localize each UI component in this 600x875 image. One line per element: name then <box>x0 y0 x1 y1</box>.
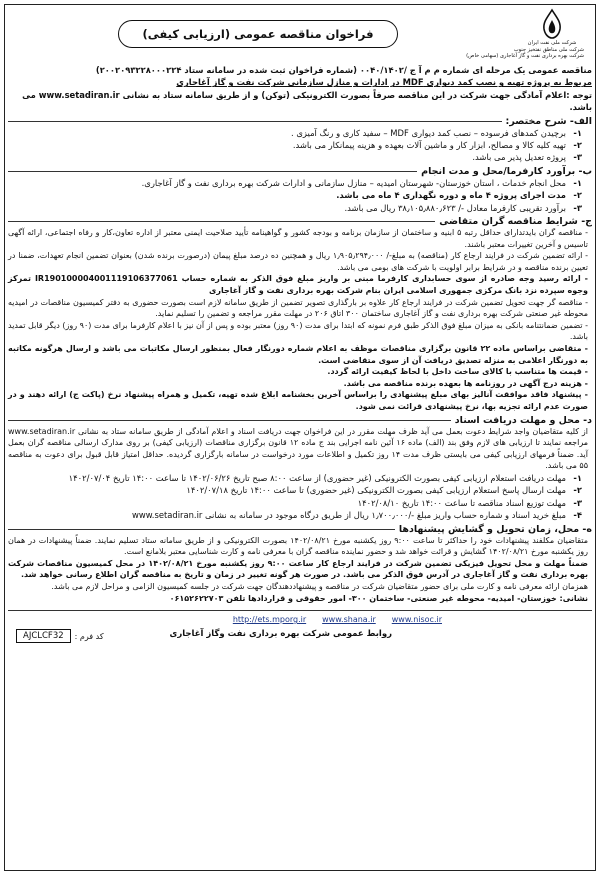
condition-paragraph: - ارائه تضمین شرکت در فرایند ارجاع کار (مناقصه) به مبلغ-/ ۱٫۹۰۵٫۲۹۴٫۰۰۰ ریال و همچنین ده درصد مبلغ پیمان (درصورت برنده شدن) بعنوان تضمین انجام تعهدات، ضمنا در تعیین برنده مناقصه و در شرایط برابر اولویت با شرکت های بومی می باشد. <box>8 251 589 272</box>
logo-line: شرکت ملی نفت ایران <box>527 40 577 46</box>
public-relations-signature: روابط عمومی شرکت بهره برداری نفت وگاز آغاجاری <box>169 629 392 640</box>
nioc-logo <box>466 8 584 60</box>
footer-websites <box>233 615 442 624</box>
list-item <box>8 151 592 163</box>
address-line: نشانی: خوزستان- امیدیه- محوطه غیر صنعتی- ساختمان ۳۰۰- امور حقوقی و قراردادها تلفن ۰۶۱۵۲۶۲۲۷۰۳ <box>169 593 588 603</box>
item-text: محل انجام خدمات ، استان خوزستان- شهرستان امیدیه – منازل سازمانی و ادارات شرکت بهره برداری نفت و گاز آغاجاری. <box>141 177 566 188</box>
section-e-header <box>8 524 592 535</box>
item-text: مبلغ خرید اسناد و شماره حساب واریز مبلغ -/۱٫۷۰۰٫۰۰۰ ریال از طریق درگاه موجود در سامانه به نشانی www.setadiran.ir <box>132 510 566 521</box>
submission-paragraph: متقاضیان مکلفند پیشنهادات خود را حداکثر تا ساعت ۹:۰۰ روز یکشنبه مورخ ۱۴۰۲/۰۸/۲۱ بصورت الکترونیکی و از طریق سامانه ستاد تسلیم نمایند. ضمناً پیشنهادات در همان روز یکشنبه مورخ ۱۴۰۲/۰۸/۲۱ گشایش و قرائت خواهد شد و حضور نماینده مناقصه گران با معرفی نامه و کارت شناسایی معتبر بلامانع است. <box>8 535 588 557</box>
condition-paragraph: - تضمین ضمانتنامه بانکی به میزان مبلغ فوق الذکر طبق فرم نمونه که ابتدا برای مدت (۹۰ روز) معتبر بوده و پس از آن نیز با اعلام کارفرما برای مدت (۹۰ روز) دیگر قابل تمدید باشد. <box>8 320 588 342</box>
list-item <box>8 177 592 189</box>
condition-paragraph: - پیشنهاد فاقد موافقت آنالیز بهای مبلغ پیشنهادی را براساس آخرین بخشنامه ابلاغ شده تهیه، تکمیل و همراه پیشنهاد نرخ (پاکت ج) ارائه دهند و در صورت عدم ارائه تجزیه بها، نرخ پیشنهادی قرائت نمی شود. <box>8 390 588 411</box>
header <box>8 6 592 64</box>
section-rule <box>8 221 435 222</box>
notice-line: توجه :اعلام آمادگی جهت شرکت در این مناقصه صرفاً بصورت الکترونیکی (توکن) و از طریق سامانه ستاد به نشانی www.setadiran.ir می باشد. <box>22 89 592 113</box>
item-number: ۱- <box>573 177 582 188</box>
form-code-value: AJCLCF32 <box>16 629 71 643</box>
item-text: مهلت دریافت استعلام ارزیابی کیفی بصورت الکترونیکی (غیر حضوری) از ساعت ۸:۰۰ صبح تاریخ ۱۴۰۲/۰۶/۲۶ تا ساعت ۱۴:۰۰ تاریخ ۱۴۰۲/۰۷/۰۴ <box>68 472 566 483</box>
footer-divider <box>8 610 592 611</box>
section-e-title: ه- محل، زمان تحویل و گشایش پیشنهادها <box>398 523 592 535</box>
section-rule <box>8 171 417 172</box>
item-number: ۲- <box>573 190 582 201</box>
flame-emblem-icon <box>535 8 569 40</box>
condition-paragraph: - مناقصه گر جهت تحویل تضمین شرکت در فرایند ارجاع کار علاوه بر بارگذاری تصویر تضمین از طریق سامانه لازم است بصورت حضوری به دفتر کمیسیون مناقصات در امیدیه محوطه غیر صنعتی شرکت بهره برداری نفت و گاز آغاجاری ساختمان ۳۰۰ اتاق ۲۰۶ در مهلت مقرر مراجعه و تضمین را تسلیم نماید. <box>8 297 588 319</box>
list-item <box>8 497 592 509</box>
list-item <box>8 202 592 214</box>
item-number: ۱- <box>573 472 582 483</box>
website-link-mporg[interactable]: http://ets.mporg.ir <box>232 615 307 625</box>
item-number: ۳- <box>573 497 582 508</box>
footer <box>8 615 592 655</box>
item-text: مدت اجرای پروژه ۴ ماه و دوره نگهداری ۴ ماه می باشد. <box>336 190 566 201</box>
logo-line: شرکت ملی مناطق نفتخیز جنوب <box>513 46 584 53</box>
section-rule <box>8 121 502 122</box>
item-number: ۲- <box>573 485 582 496</box>
item-text: برآورد تقریبی کارفرما معادل -/ ۳۸٫۱۰۵٫۸۸۰٫۶۲۳ ریال می باشد. <box>344 202 566 213</box>
submission-paragraph: ضمناً مهلت و محل تحویل فیزیکی تضمین شرکت در فرایند ارجاع کار ساعت ۹:۰۰ روز یکشنبه مورخ ۱۴۰۲/۰۸/۲۱ در محل کمیسیون مناقصات شرکت بهره برداری نفت و گاز آغاجاری در آدرس فوق الذکر می باشد. در صورت هر گونه تغییر در زمان و تاریخ به مناقصه گران اطلاع رسانی خواهد شد. <box>8 558 589 580</box>
form-code <box>16 629 104 643</box>
item-text: پروژه تعدیل پذیر می باشد. <box>472 152 566 163</box>
section-rule <box>8 420 451 421</box>
section-b-title: ب- برآورد کارفرما/محل و مدت انجام <box>421 165 592 177</box>
section-d-title: د- محل و مهلت دریافت اسناد <box>454 414 592 426</box>
item-text: مهلت توزیع اسناد مناقصه تا ساعت ۱۴:۰۰ تاریخ ۱۴۰۲/۰۸/۱۰ <box>357 497 566 508</box>
section-c-header <box>8 216 592 227</box>
section-c-title: ج- شرایط مناقصه گران متقاضی <box>439 216 592 228</box>
documents-intro-paragraph: از کلیه متقاضیان واجد شرایط دعوت بعمل می آید ظرف مهلت مقرر در این فراخوان جهت دریافت اسناد و اعلام آمادگی از طریق سامانه ستاد به نشانی www.setadiran.ir مراجعه نمایند تا ارزیابی های لازم وفق بند (الف) ماده ۱۶ آئین نامه اجرایی بند ج ماده ۱۲ قانون برگزاری مناقصات (ارزیابی کیفی) بر روی مدارک ارسالی مناقصه گران بعمل آید. ضمناً فرمهای ارزیابی کیفی می بایستی ظرف مدت ۱۴ روز تکمیل و اطلاعات مورد درخواست در سامانه بارگزاری گردیده. حداقل امتیاز قابل قبول برای دعوت به مناقصه ۵۵ می باشد. <box>8 426 589 471</box>
website-link-shana[interactable]: www.shana.ir <box>322 615 376 625</box>
list-item <box>8 189 592 201</box>
item-number: ۴- <box>573 510 582 521</box>
section-a-title: الف- شرح مختصر: <box>505 115 592 127</box>
list-item <box>8 139 592 151</box>
item-number: ۳- <box>573 152 582 163</box>
item-number: ۲- <box>573 140 582 151</box>
logo-line: شرکت بهره برداری نفت و گاز آغاجاری (سهامی خاص) <box>466 53 584 60</box>
list-item <box>8 484 592 496</box>
item-text: برچیدن کمدهای فرسوده – نصب کمد دیواری MDF – سفید کاری و رنگ آمیزی . <box>291 127 566 138</box>
section-rule <box>8 529 395 530</box>
item-number: ۳- <box>573 202 582 213</box>
condition-paragraph: - قیمت ها متناسب با کالای ساخت داخل با لحاظ کیفیت ارائه گردد. <box>327 367 588 377</box>
list-item <box>8 509 592 521</box>
website-link-nisoc[interactable]: www.nisoc.ir <box>391 615 442 625</box>
condition-paragraph: - متقاضی براساس ماده ۲۲ قانون برگزاری مناقصات موظف به اعلام شماره دورنگار فعال بمنظور ارسال مکاتبات می باشد و ارسال هرگونه مکاتبه به دورنگار اعلامی به منزله تصدیق دریافت آن از سوی متقاضی است. <box>8 344 588 365</box>
condition-paragraph: - هزینه درج آگهی در روزنامه ها بعهده برنده مناقصه می باشد. <box>343 378 588 388</box>
item-text: تهیه کلیه کالا و مصالح، ابزار کار و ماشین آلات بعهده و هزینه پیمانکار می باشد. <box>292 140 566 151</box>
list-item <box>8 472 592 484</box>
section-d-header <box>8 415 592 426</box>
submission-paragraph: همزمان ارائه معرفی نامه و کارت ملی برای حضور متقاضیان شرکت در مناقصه و پیشنهاددهندگان جهت شرکت در جلسه کمیسیون الزامی و مراحل لازم می باشد. <box>51 581 588 591</box>
item-text: مهلت ارسال پاسخ استعلام ارزیابی کیفی بصورت الکترونیکی (غیر حضوری) تا ساعت ۱۴:۰۰ تاریخ ۱۴۰۲/۰۷/۱۸ <box>186 485 566 496</box>
section-a-header <box>8 116 592 127</box>
item-number: ۱- <box>573 127 582 138</box>
tender-number-line: مناقصه عمومی یک مرحله ای شماره م م آ ج /۰۰۴۰/۱۴۰۲ (شماره فراخوان ثبت شده در سامانه ستاد ۲۰۰۲۰۹۳۲۲۸۰۰۰۲۲۴) <box>95 65 592 75</box>
announcement-title: فراخوان مناقصه عمومی (ارزیابی کیفی) <box>118 20 398 48</box>
announcement-body <box>8 64 592 655</box>
section-b-header <box>8 166 592 177</box>
form-code-label: کد فرم : <box>74 631 104 641</box>
condition-paragraph: - مناقصه گران بایدتدارای حداقل رتبه ۵ ابنیه و ساختمان از سازمان برنامه و بودجه کشور و گواهینامه تأیید صلاحیت ایمنی معتبر از اداره تعاون،کار و رفاه اجتماعی، ارائه آگهی تاسیس و آخرین تغییرات معتبر باشند. <box>8 228 588 249</box>
condition-paragraph: - ارائه رسید وجه صادره از سوی حسابداری کارفرما مبنی بر واریز مبلغ فوق الذکر به شماره حساب IR190100004001119106377061 تمرکز وجوه سپرده نزد بانک مرکزی جمهوری اسلامی ایران بنام شرکت بهره برداری نفت و گاز آغاجاری <box>8 274 588 296</box>
list-item <box>8 127 592 139</box>
project-title-line: مربوط به پروژه تهیه و نصب کمد دیواری MDF در ادارات و منازل سازمانی شرکت نفت و گاز آغاجاری <box>176 77 592 88</box>
